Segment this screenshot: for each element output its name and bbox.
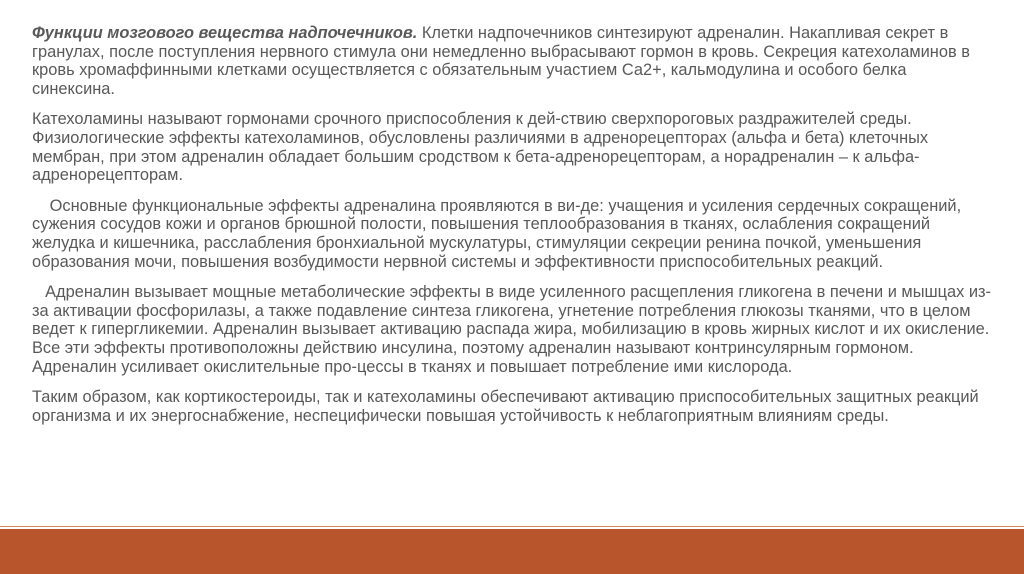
paragraph-text: Клетки надпочечников синтезируют адреналин. Накапливая секрет в гранулах, после поступления нервного стимула они немедленно выбрасывают гормон в кровь. Секреция катехоламинов в кровь хромаффинными клетками осуществляется с обязательным участием Са2+, кальмодулина и особого белка синексина. — [32, 24, 970, 98]
paragraph-catecholamines: Катехоламины называют гормонами срочного приспособления к дей-ствию сверхпороговых раздражителей среды. Физиологические эффекты катехоламинов, обусловлены различиями в адренорецепторах (альфа и бета) клеточных мембран, при этом адреналин обладает большим сродством к бета-адренорецепторам, а норадреналин – к альфа-адренорецепторам. — [32, 110, 929, 185]
footer-divider-line — [0, 526, 1024, 527]
paragraph-metabolic-effects — [32, 283, 994, 376]
footer-accent-bar — [0, 529, 1024, 574]
paragraph-heading: Функции мозгового вещества надпочечников. — [32, 24, 418, 42]
slide-text-body — [32, 24, 994, 437]
paragraph-adrenal-medulla-functions — [32, 24, 994, 98]
paragraph-text: Адреналин вызывает мощные метаболические эффекты в виде усиленного расщепления гликогена в печени и мышцах из-за активации фосфорилазы, а также подавление синтеза гликогена, угнетение потребления глюкозы тканями, что в целом ведет к гипергликемии. Адреналин вызывает активацию распада жира, мобилизацию в кровь жирных кислот и их окисление. Все эти эффекты противоположны действию инсулина, поэтому адреналин называют контринсулярным гормоном. Адреналин усиливает окислительные про-цессы в тканях и повышает потребление ими кислорода. — [32, 283, 992, 376]
paragraph-text: Основные функциональные эффекты адреналина проявляются в ви-де: учащения и усиления сердечных сокращений, сужения сосудов кожи и органов брюшной полости, повышения теплообразования в тканях, ослабления сокращений желудка и кишечника, расслабления бронхиальной мускулатуры, стимуляции секреции ренина почкой, уменьшения образования мочи, повышения возбудимости нервной системы и эффективности приспособительных реакций. — [32, 196, 962, 271]
paragraph-conclusion: Таким образом, как кортикостероиды, так и катехоламины обеспечивают активацию приспособительных защитных реакций организма и их энергоснабжение, неспецифически повышая устойчивость к неблагоприятным влияниям среды. — [32, 388, 979, 425]
paragraph-adrenaline-effects — [32, 197, 994, 271]
